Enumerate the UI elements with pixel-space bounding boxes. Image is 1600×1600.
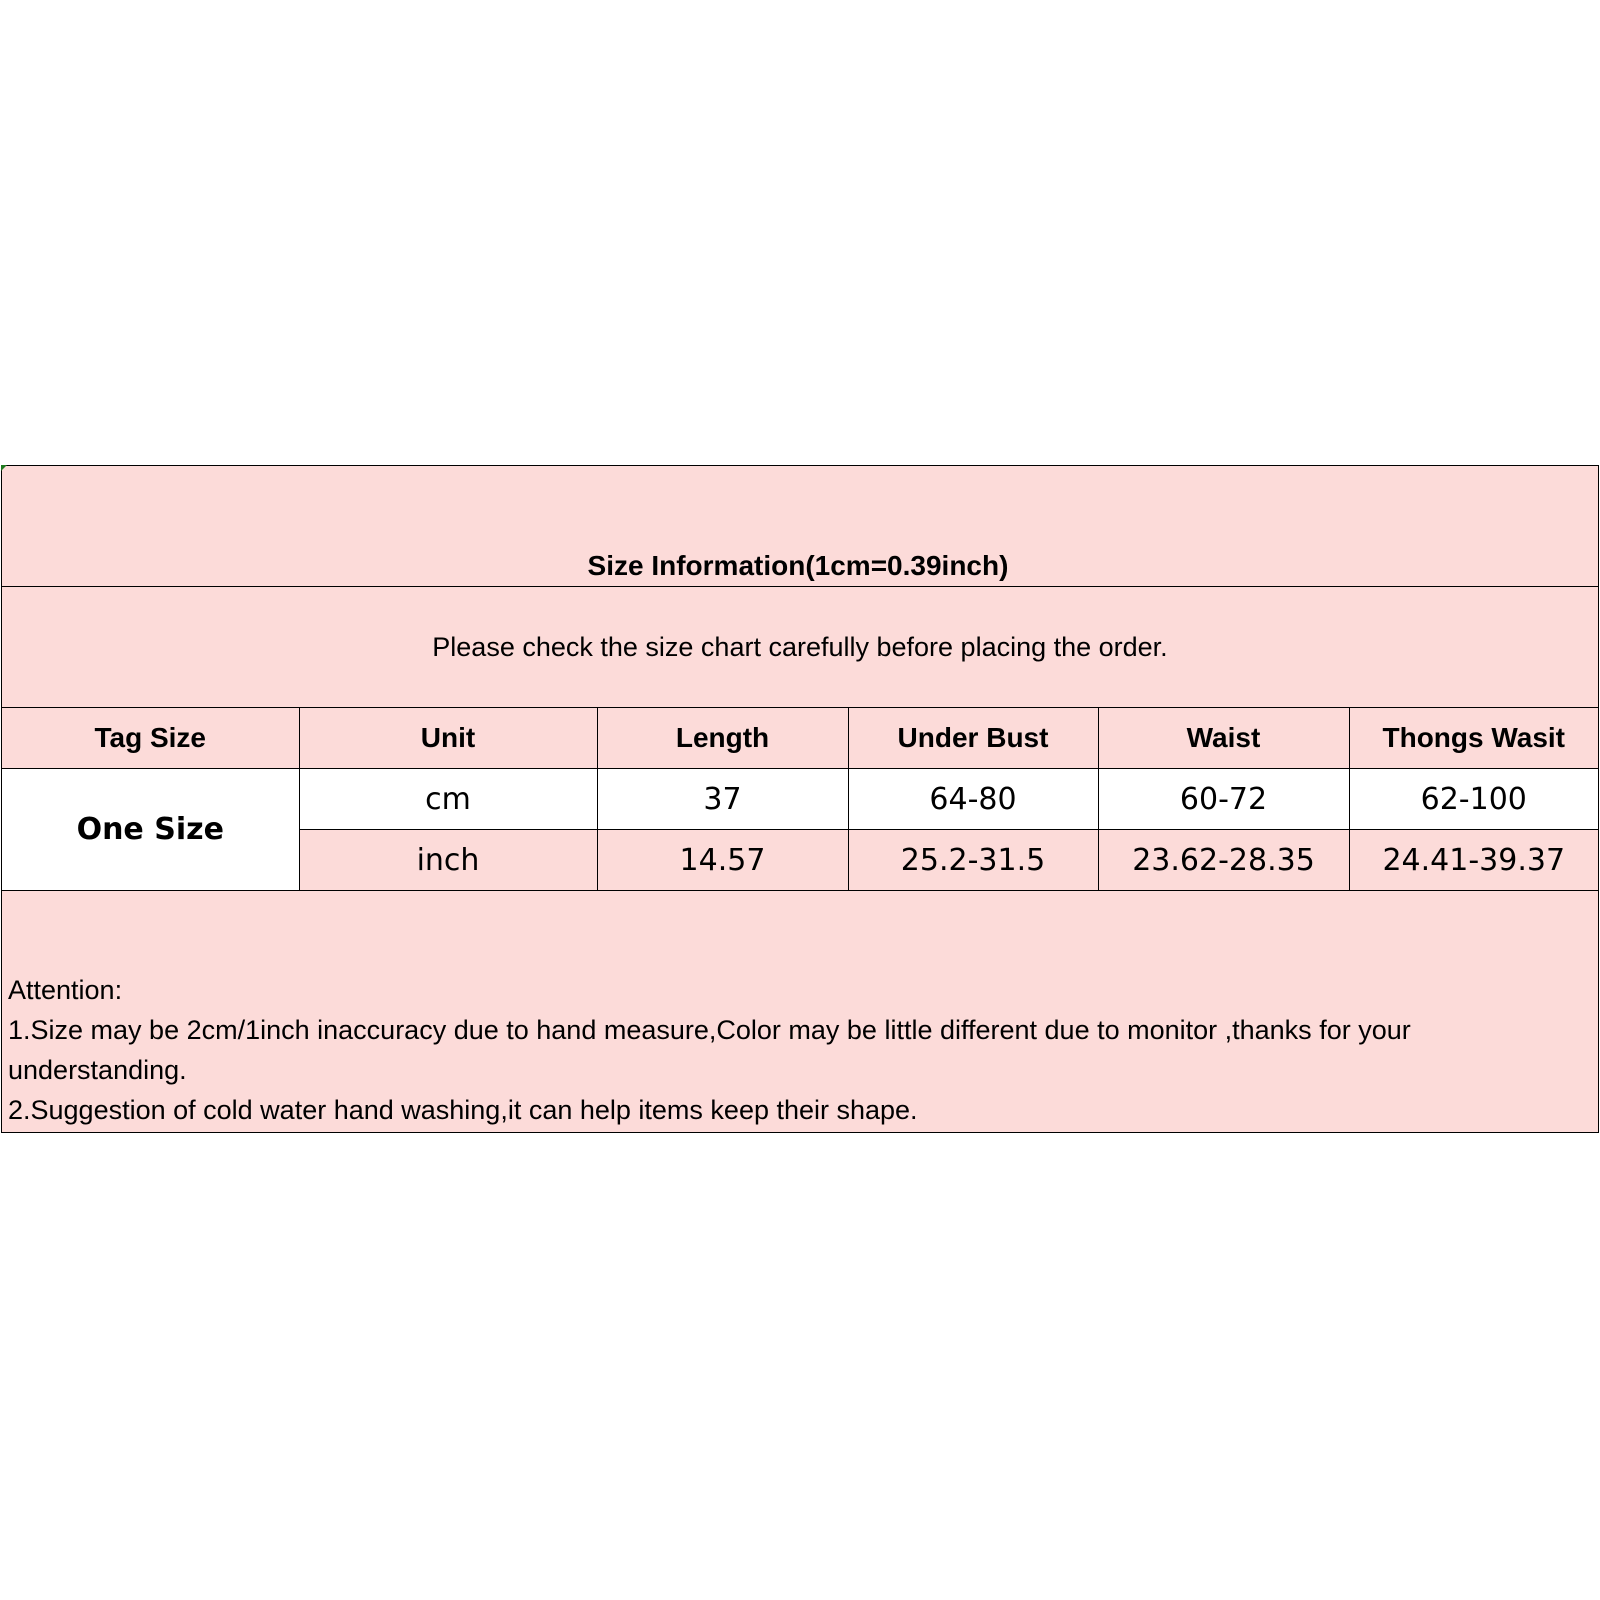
unit-cell: inch [299, 830, 597, 891]
header-under-bust: Under Bust [848, 708, 1098, 769]
under-bust-cell: 64-80 [848, 769, 1098, 830]
thongs-waist-cell: 24.41-39.37 [1349, 830, 1598, 891]
under-bust-cell: 25.2-31.5 [848, 830, 1098, 891]
header-unit: Unit [299, 708, 597, 769]
attention-heading: Attention: [8, 975, 123, 1005]
waist-cell: 23.62-28.35 [1098, 830, 1349, 891]
length-cell: 14.57 [597, 830, 848, 891]
attention-line-1: 1.Size may be 2cm/1inch inaccuracy due to hand measure,Color may be little different due to monitor ,thanks for your understanding. [8, 1015, 1411, 1085]
table-header-row [2, 708, 1598, 769]
attention-notes [2, 892, 1598, 1132]
size-info-title: Size Information(1cm=0.39inch) [587, 550, 1009, 581]
title-row [2, 466, 1598, 587]
header-thongs-waist: Thongs Wasit [1349, 708, 1598, 769]
note-row [2, 587, 1598, 708]
tag-size-cell: One Size [2, 769, 299, 891]
size-table [2, 708, 1598, 891]
table-row [2, 769, 1598, 830]
size-check-note: Please check the size chart carefully before placing the order. [432, 631, 1168, 662]
waist-cell: 60-72 [1098, 769, 1349, 830]
cell-corner-marker [1, 465, 7, 471]
size-chart-sheet [1, 465, 1599, 1133]
length-cell: 37 [597, 769, 848, 830]
unit-cell: cm [299, 769, 597, 830]
attention-line-2: 2.Suggestion of cold water hand washing,it can help items keep their shape. [8, 1095, 918, 1125]
header-tag-size: Tag Size [2, 708, 299, 769]
thongs-waist-cell: 62-100 [1349, 769, 1598, 830]
header-length: Length [597, 708, 848, 769]
header-waist: Waist [1098, 708, 1349, 769]
